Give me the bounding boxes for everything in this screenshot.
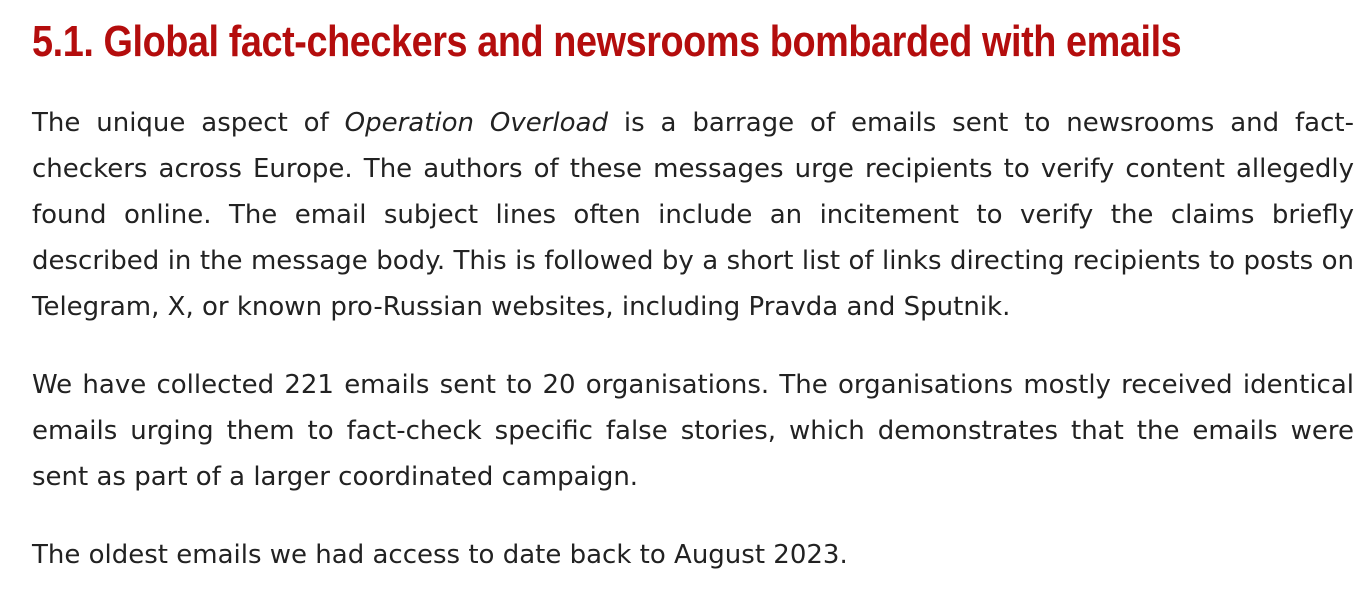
paragraph-1-intro: The unique aspect of <box>32 108 345 138</box>
paragraph-collected-emails: We have collected 221 emails sent to 20 organisations. The organisations mostly received identical emails urging them to fact-check specific false stories, which demonstrates that the emails were sent as part of a larger coordinated campaign. <box>32 370 1354 492</box>
article-section <box>32 0 1354 570</box>
paragraph-operation-overload <box>32 100 1354 330</box>
paragraph-1-body: is a barrage of emails sent to newsrooms and fact-checkers across Europe. The authors of these messages urge recipients to verify content allegedly found online. The email subject lines often include an incitement to verify the claims briefly described in the message body. This is followed by a short list of links directing recipients to posts on Telegram, X, or known pro-Russian websites, including Pravda and Sputnik. <box>32 108 1354 322</box>
operation-name-italic: Operation Overload <box>344 108 608 138</box>
section-heading: 5.1. Global fact-checkers and newsrooms bombarded with emails <box>32 17 1182 66</box>
paragraph-oldest-emails: The oldest emails we had access to date back to August 2023. <box>32 540 848 570</box>
